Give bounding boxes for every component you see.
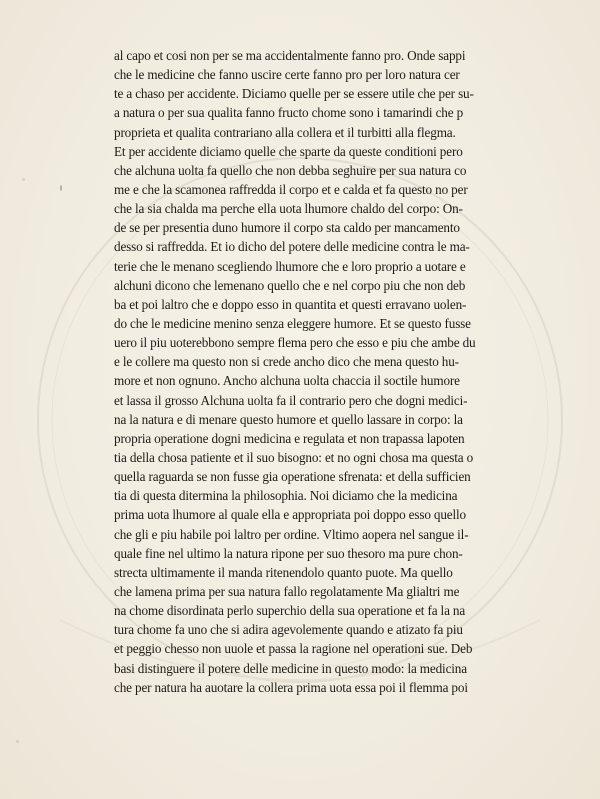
text-line: uero il piu uoterebbono sempre flema pero che esso e piu che ambe du xyxy=(114,335,476,351)
text-line: che lamena prima per sua natura fallo regolatamente Ma glialtri me xyxy=(114,583,460,599)
text-line: me e che la scamonea raffredda il corpo et e calda et fa questo no per xyxy=(114,181,468,197)
text-line: tia della chosa patiente et il suo bisogno: et no ogni chosa ma questa o xyxy=(114,449,474,465)
text-line: tia di questa ditermina la philosophia. Noi diciamo che la medicina xyxy=(114,488,458,504)
text-line: strecta ultimamente il manda ritenendolo quanto puote. Ma quello xyxy=(114,564,453,580)
text-line: te a chaso per accidente. Diciamo quelle per se essere utile che per su- xyxy=(114,86,474,102)
text-line: Et per accidente diciamo quelle che sparte da queste conditioni pero xyxy=(114,143,463,159)
text-line: quale fine nel ultimo la natura ripone per suo thesoro ma pure chon- xyxy=(114,545,463,561)
text-line: proprieta et qualita contrariano alla collera et il turbitti alla flegma. xyxy=(114,124,456,140)
text-line: de se per presentia duno humore il corpo sta caldo per mancamento xyxy=(114,220,460,236)
text-line: tura chome fa uno che si adira agevolemente quando e atizato fa piu xyxy=(114,622,463,638)
text-line: na la natura e di menare questo humore et quello lassare in corpo: la xyxy=(114,411,463,427)
text-line: et peggio chesso non uuole et passa la ragione nel operationi sue. Deb xyxy=(114,641,473,657)
text-line: a natura o per sua qualita fanno fructo chome sono i tamarindi che p xyxy=(114,105,464,121)
text-line: terie che le menano scegliendo lhumore che e loro proprio a uotare e xyxy=(114,258,466,274)
text-line: desso si raffredda. Et io dicho del potere delle medicine contra le ma- xyxy=(114,239,470,255)
paper-spot xyxy=(22,178,25,181)
text-line: prima uota lhumore al quale ella e appropriata poi doppo esso quello xyxy=(114,507,466,523)
text-line: do che le medicine menino senza eleggere humore. Et se questo fusse xyxy=(114,315,471,331)
text-line: na chome disordinata perlo superchio della sua operatione et fa la na xyxy=(114,603,466,619)
text-line: alchuni dicono che lemenano quello che e nel corpo piu che non deb xyxy=(114,277,466,293)
text-line: che gli e piu habile poi laltro per ordine. Vltimo aopera nel sangue il- xyxy=(114,526,469,542)
text-line: che la sia chalda ma perche ella uota lhumore chaldo del corpo: On- xyxy=(114,201,463,217)
text-line: al capo et cosi non per se ma accidentalmente fanno pro. Onde sappi xyxy=(114,48,466,63)
text-line: che per natura ha auotare la collera prima uota essa poi il flemma poi xyxy=(114,679,468,695)
text-line: ba et poi laltro che e doppo esso in quantita et questi erravano uolen- xyxy=(114,296,467,312)
text-line: quella raguarda se non fusse gia operatione sfrenata: et della sufficien xyxy=(114,469,471,485)
text-line: che le medicine che fanno uscire certe fanno pro per loro natura cer xyxy=(114,67,460,83)
paper-spot xyxy=(16,740,19,743)
paper-spot xyxy=(60,185,62,191)
text-line: more et non ognuno. Ancho alchuna uolta chaccia il soctile humore xyxy=(114,373,460,389)
text-line: et lassa il grosso Alchuna uolta fa il contrario pero che dogni medici- xyxy=(114,392,468,408)
text-line: basi distinguere il potere delle medicine in questo modo: la medicina xyxy=(114,660,467,676)
text-column xyxy=(114,46,546,697)
text-line: che alchuna uolta fa quello che non debba seghuire per sua natura co xyxy=(114,162,467,178)
text-line: e le collere ma questo non si crede ancho dico che mena questo hu- xyxy=(114,354,459,370)
text-line: propria operatione dogni medicina e regulata et non trapassa lapoten xyxy=(114,430,465,446)
